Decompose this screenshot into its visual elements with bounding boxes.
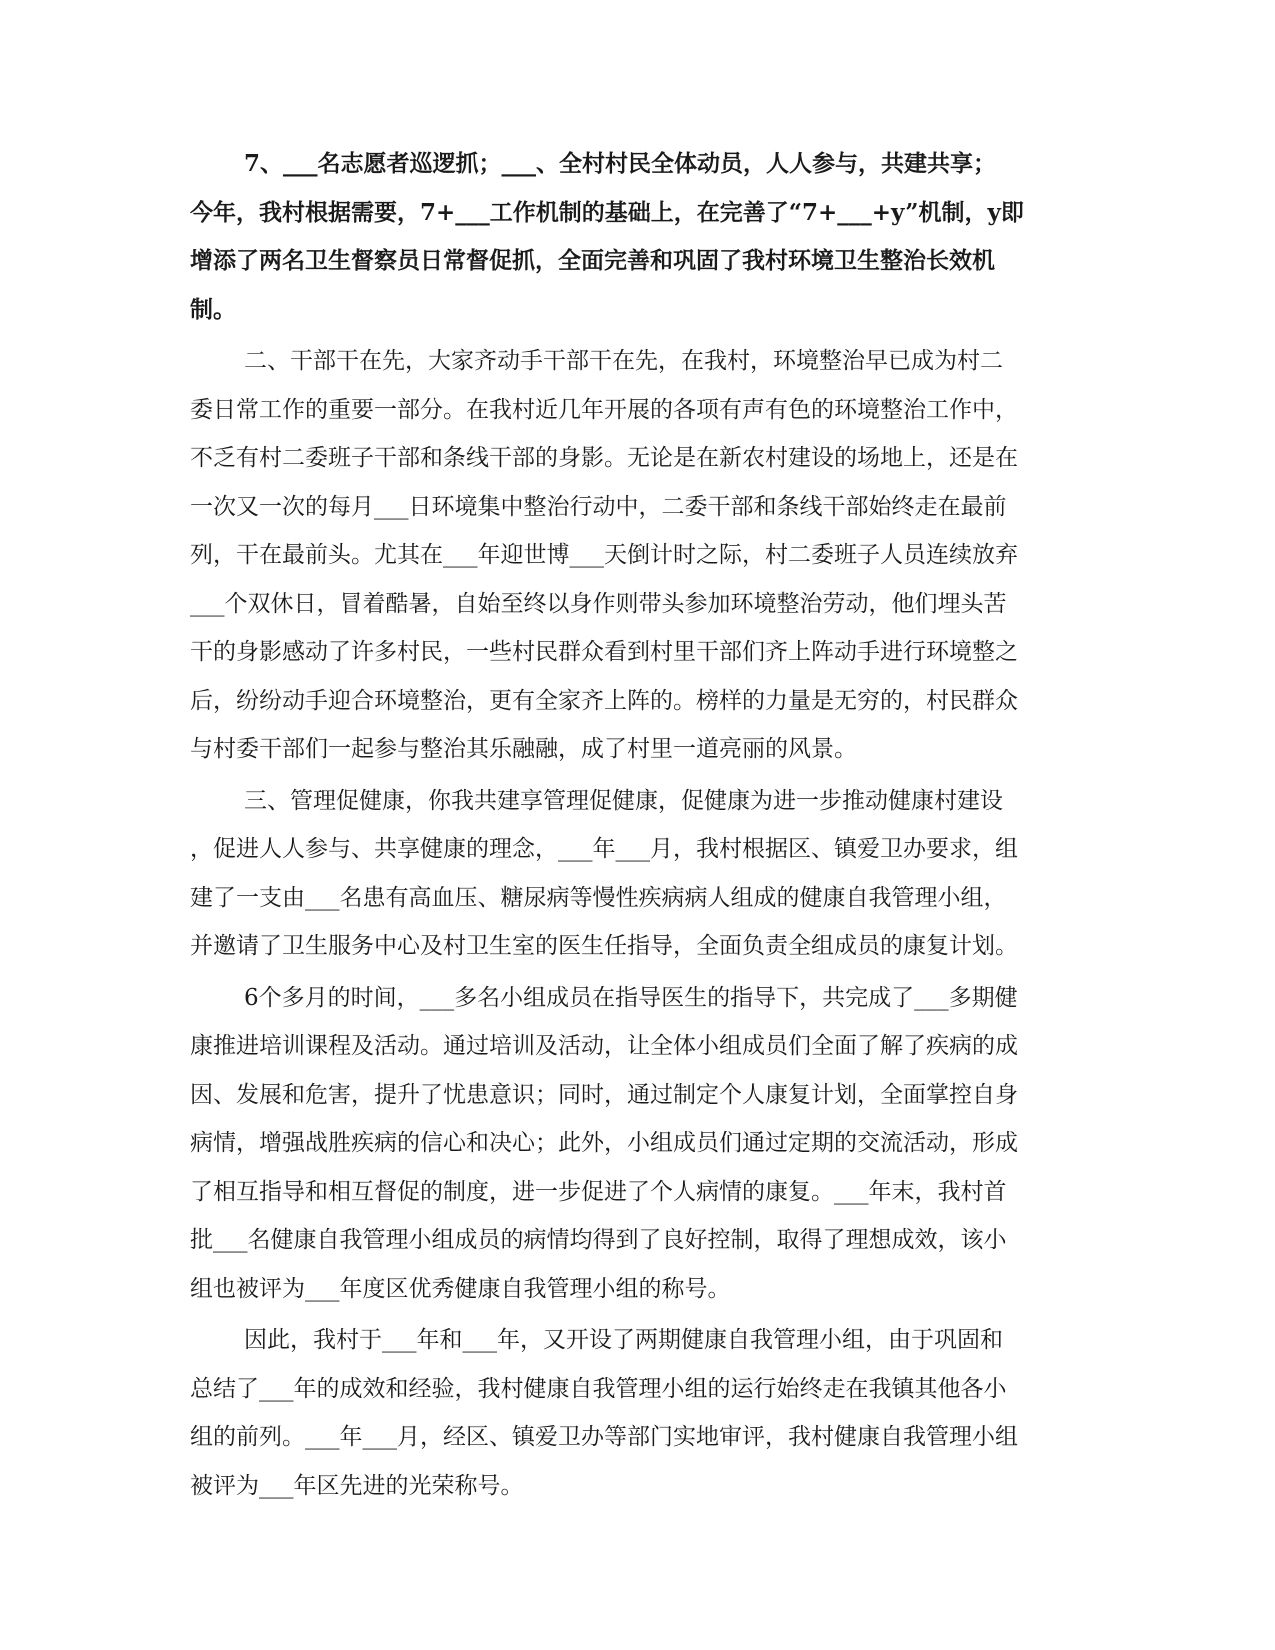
text-line: 组也被评为___年度区优秀健康自我管理小组的称号。 bbox=[190, 1275, 731, 1302]
text-line: 三、管理促健康，你我共建享管理促健康，促健康为进一步推动健康村建设 bbox=[244, 787, 1003, 814]
text-line: 被评为___年区先进的光荣称号。 bbox=[190, 1472, 524, 1499]
text-line: 列，干在最前头。尤其在___年迎世博___天倒计时之际，村二委班子人员连续放弃 bbox=[190, 542, 1018, 568]
text-line: 今年，我村根据需要，7+___工作机制的基础上，在完善了“7+___+y”机制，y即 bbox=[190, 198, 1024, 226]
text-line: 康推进培训课程及活动。通过培训及活动，让全体小组成员们全面了解了疾病的成 bbox=[190, 1033, 1018, 1059]
paragraph-results bbox=[190, 1316, 1095, 1510]
text-line: 建了一支由___名患有高血压、糖尿病等慢性疾病病人组成的健康自我管理小组， bbox=[190, 884, 1007, 911]
document-page bbox=[190, 140, 1095, 1510]
text-line: 总结了___年的成效和经验，我村健康自我管理小组的运行始终走在我镇其他各小 bbox=[190, 1375, 1007, 1402]
text-line: 组的前列。___年___月，经区、镇爱卫办等部门实地审评，我村健康自我管理小组 bbox=[190, 1424, 1018, 1450]
text-line: 因此，我村于___年和___年，又开设了两期健康自我管理小组，由于巩固和 bbox=[244, 1327, 1003, 1353]
text-line: 不乏有村二委班子干部和条线干部的身影。无论是在新农村建设的场地上，还是在 bbox=[190, 445, 1018, 471]
text-line: 7、___名志愿者巡逻抓；___、全村村民全体动员，人人参与，共建共享； bbox=[244, 150, 997, 177]
text-line: 并邀请了卫生服务中心及村卫生室的医生任指导，全面负责全组成员的康复计划。 bbox=[190, 933, 1018, 959]
text-line: 干的身影感动了许多村民，一些村民群众看到村里干部们齐上阵动手进行环境整之 bbox=[190, 639, 1018, 665]
paragraph-cadres bbox=[190, 337, 1095, 774]
text-line: 二、干部干在先，大家齐动手干部干在先，在我村，环境整治早已成为村二 bbox=[244, 348, 1003, 374]
text-line: 病情，增强战胜疾病的信心和决心；此外，小组成员们通过定期的交流活动，形成 bbox=[190, 1130, 1018, 1156]
text-line: 6个多月的时间，___多名小组成员在指导医生的指导下，共完成了___多期健 bbox=[244, 984, 1018, 1011]
paragraph-six-months bbox=[190, 974, 1095, 1314]
text-line: 因、发展和危害，提升了忧患意识；同时，通过制定个人康复计划，全面掌控自身 bbox=[190, 1081, 1018, 1108]
text-line: 批___名健康自我管理小组成员的病情均得到了良好控制，取得了理想成效，该小 bbox=[190, 1227, 1007, 1253]
text-line: 增添了两名卫生督察员日常督促抓，全面完善和巩固了我村环境卫生整治长效机 bbox=[190, 247, 995, 274]
text-line: 与村委干部们一起参与整治其乐融融，成了村里一道亮丽的风景。 bbox=[190, 736, 857, 762]
text-line: 一次又一次的每月___日环境集中整治行动中，二委干部和条线干部始终走在最前 bbox=[190, 493, 1007, 520]
paragraph-health-management bbox=[190, 777, 1095, 971]
text-line: ___个双休日，冒着酷暑，自始至终以身作则带头参加环境整治劳动，他们埋头苦 bbox=[190, 590, 1007, 617]
text-line: 制。 bbox=[190, 295, 236, 323]
text-line: ，促进人人参与、共享健康的理念，___年___月，我村根据区、镇爱卫办要求，组 bbox=[190, 836, 1018, 862]
text-line: 了相互指导和相互督促的制度，进一步促进了个人病情的康复。___年末，我村首 bbox=[190, 1178, 1007, 1205]
text-line: 委日常工作的重要一部分。在我村近几年开展的各项有声有色的环境整治工作中， bbox=[190, 396, 1018, 423]
text-line: 后，纷纷动手迎合环境整治，更有全家齐上阵的。榜样的力量是无穷的，村民群众 bbox=[190, 687, 1018, 714]
paragraph-mechanism bbox=[190, 140, 1095, 334]
